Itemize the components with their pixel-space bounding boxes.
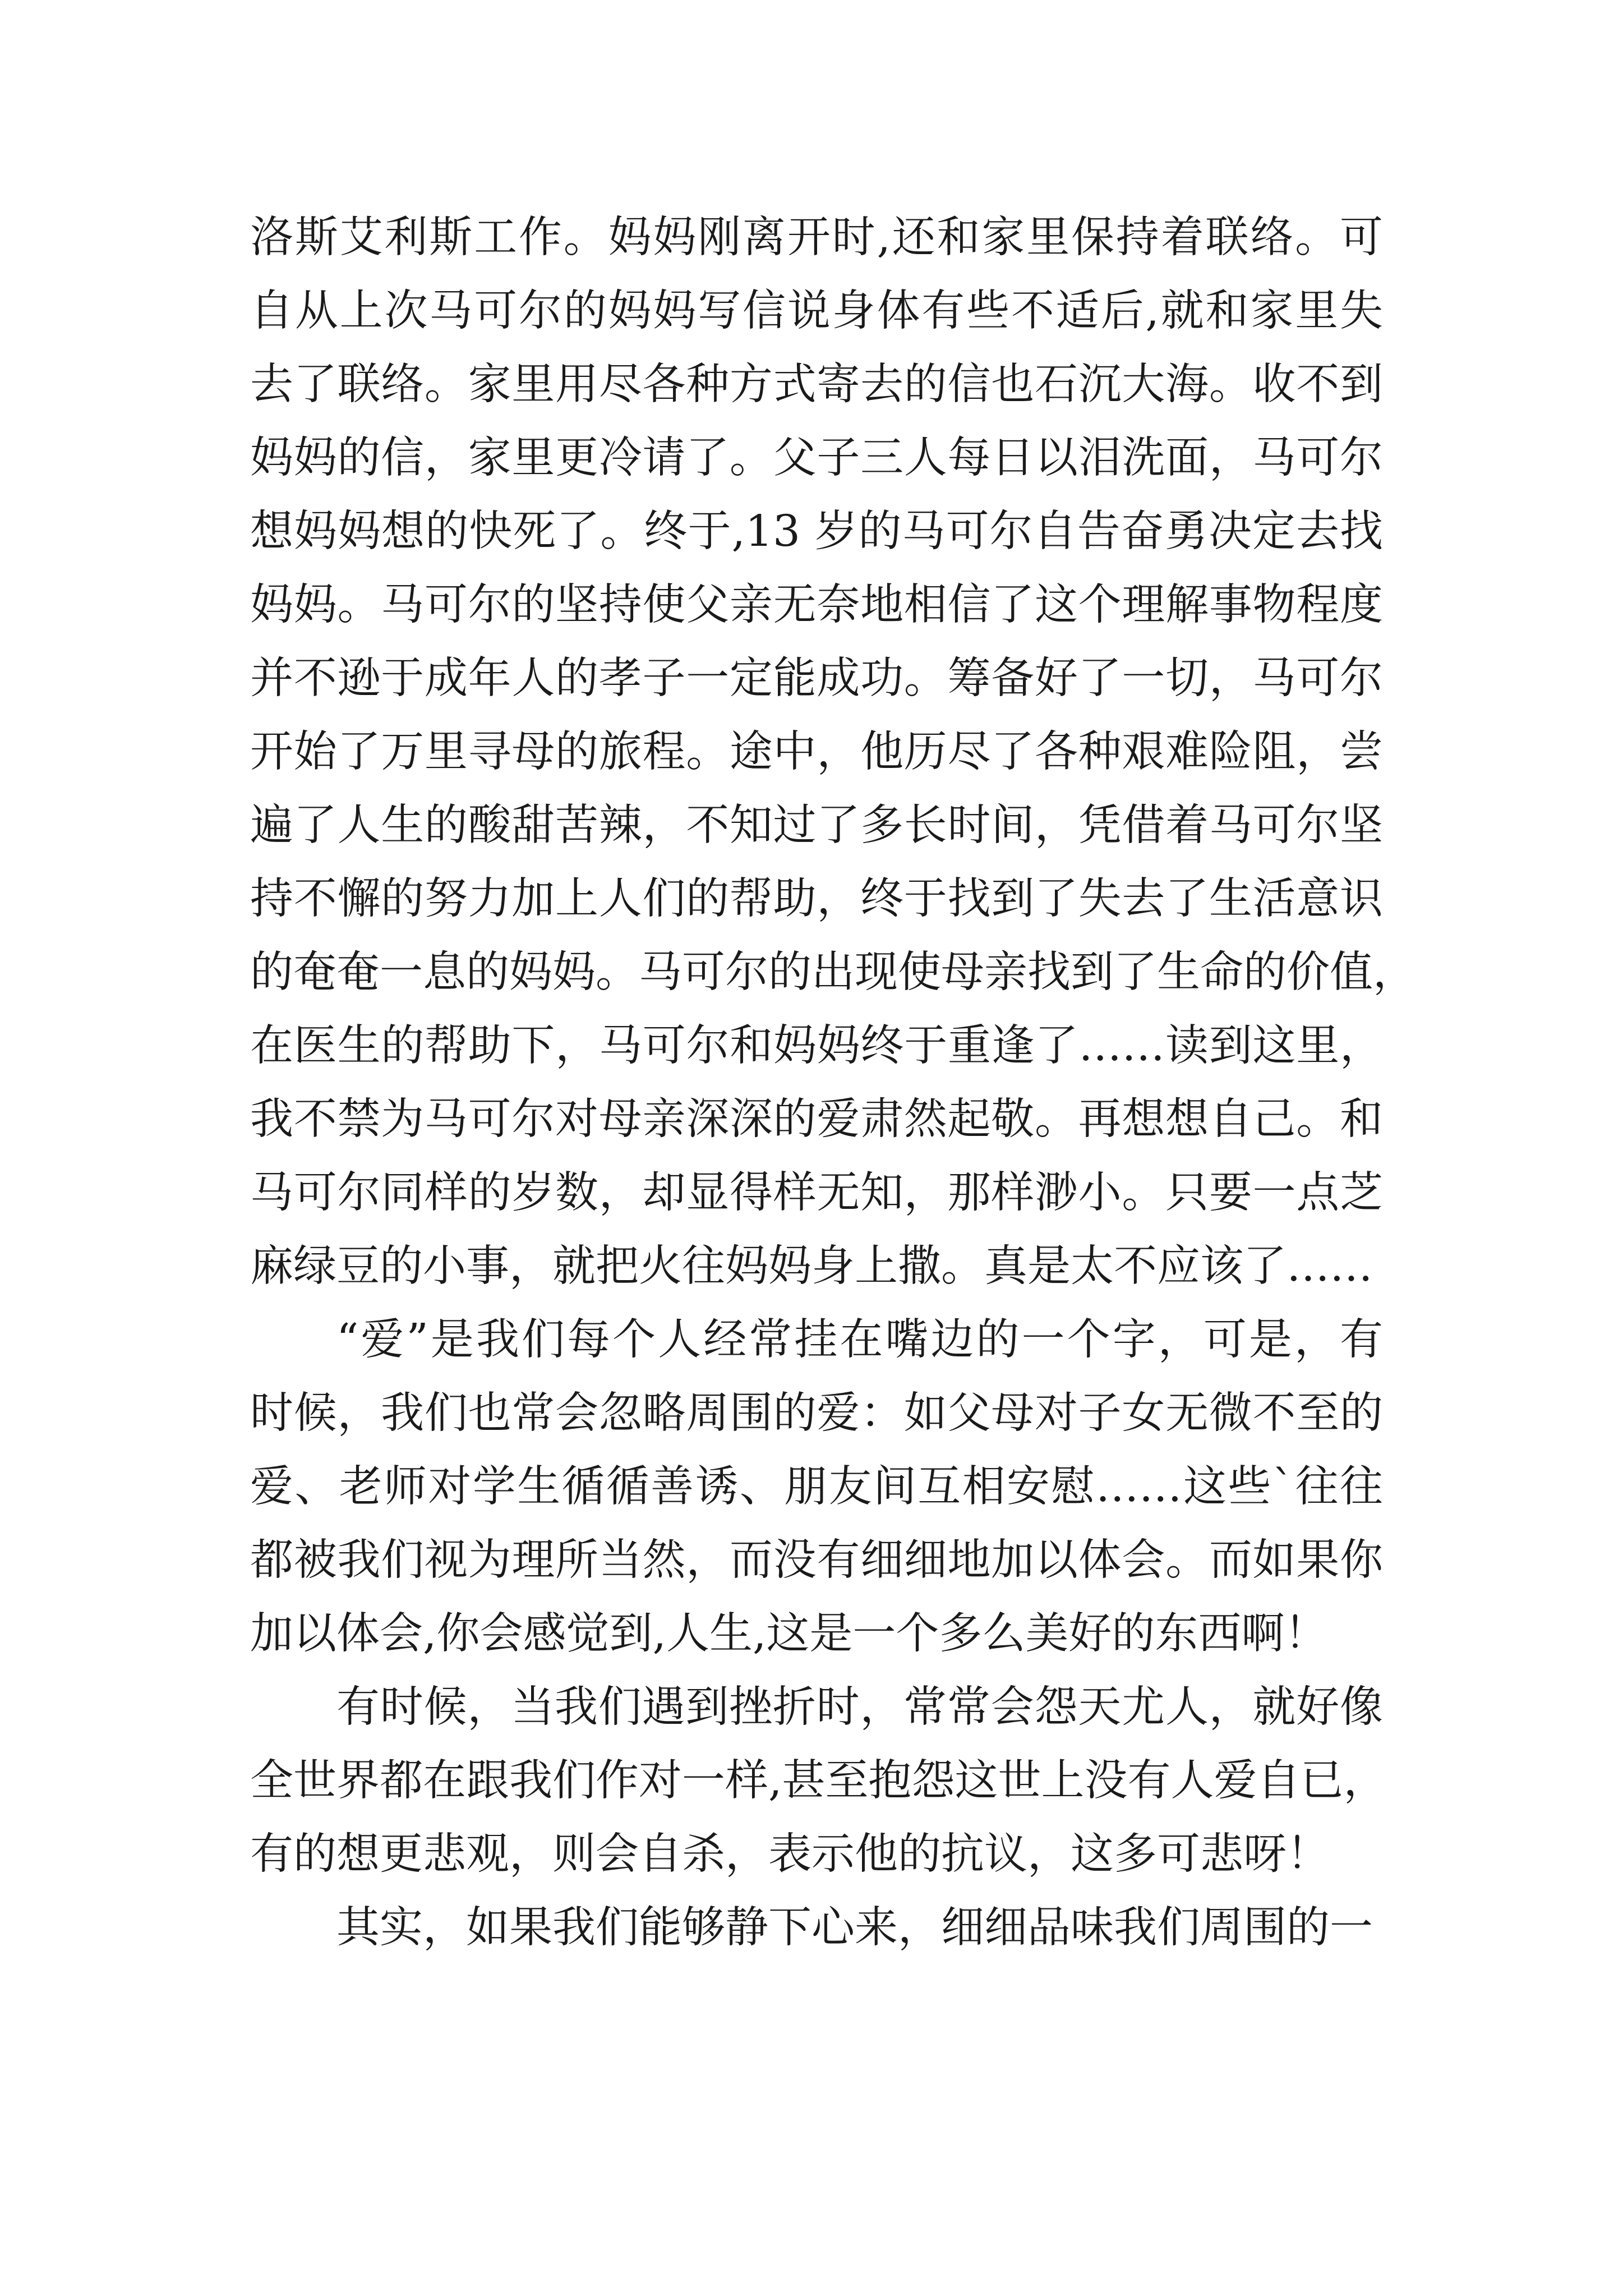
text-line: 的奄奄一息的妈妈。马可尔的出现使母亲找到了生命的价值， (250, 947, 1416, 997)
body-text (250, 201, 1416, 1964)
text-line: 妈妈。马可尔的坚持使父亲无奈地相信了这个理解事物程度 (250, 580, 1383, 630)
paragraph-start-line: 其实，如果我们能够静下心来，细细品味我们周围的一 (336, 1903, 1373, 1953)
text-line: 都被我们视为理所当然，而没有细细地加以体会。而如果你 (250, 1535, 1383, 1585)
text-line: 想妈妈想的快死了。终于,13 岁的马可尔自告奋勇决定去找 (250, 507, 1383, 556)
text-line: 在医生的帮助下，马可尔和妈妈终于重逢了……读到这里， (250, 1021, 1383, 1071)
text-line: 有的想更悲观，则会自杀，表示他的抗议，这多可悲呀！ (250, 1829, 1330, 1879)
text-line: 妈妈的信，家里更冷请了。父子三人每日以泪洗面，马可尔 (250, 433, 1383, 483)
text-line: 洛斯艾利斯工作。妈妈刚离开时,还和家里保持着联络。可 (250, 213, 1383, 263)
text-line: 去了联络。家里用尽各种方式寄去的信也石沉大海。收不到 (250, 360, 1383, 409)
text-line: 并不逊于成年人的孝子一定能成功。筹备好了一切，马可尔 (250, 654, 1383, 703)
text-line: 自从上次马可尔的妈妈写信说身体有些不适后,就和家里失 (250, 286, 1383, 336)
paragraph-start-line: 有时候，当我们遇到挫折时，常常会怨天尤人，就好像 (336, 1682, 1383, 1732)
text-line: 加以体会,你会感觉到,人生,这是一个多么美好的东西啊！ (250, 1609, 1328, 1659)
text-line: 全世界都在跟我们作对一样,甚至抱怨这世上没有人爱自已， (250, 1756, 1387, 1806)
paragraph-start-line: “爱”是我们每个人经常挂在嘴边的一个字，可是，有 (336, 1315, 1383, 1365)
text-line: 麻绿豆的小事，就把火往妈妈身上撒。真是太不应该了…… (250, 1241, 1373, 1291)
text-line: 爱、老师对学生循循善诱、朋友间互相安慰……这些`往往 (250, 1462, 1383, 1512)
text-line: 时候，我们也常会忽略周围的爱：如父母对子女无微不至的 (250, 1388, 1383, 1438)
text-line: 开始了万里寻母的旅程。途中，他历尽了各种艰难险阻，尝 (250, 727, 1383, 777)
text-line: 遍了人生的酸甜苦辣，不知过了多长时间，凭借着马可尔坚 (250, 800, 1383, 850)
text-line: 马可尔同样的岁数，却显得样无知，那样渺小。只要一点芝 (250, 1168, 1383, 1218)
text-line: 持不懈的努力加上人们的帮助，终于找到了失去了生活意识 (250, 874, 1383, 924)
text-line: 我不禁为马可尔对母亲深深的爱肃然起敬。再想想自己。和 (250, 1094, 1383, 1144)
